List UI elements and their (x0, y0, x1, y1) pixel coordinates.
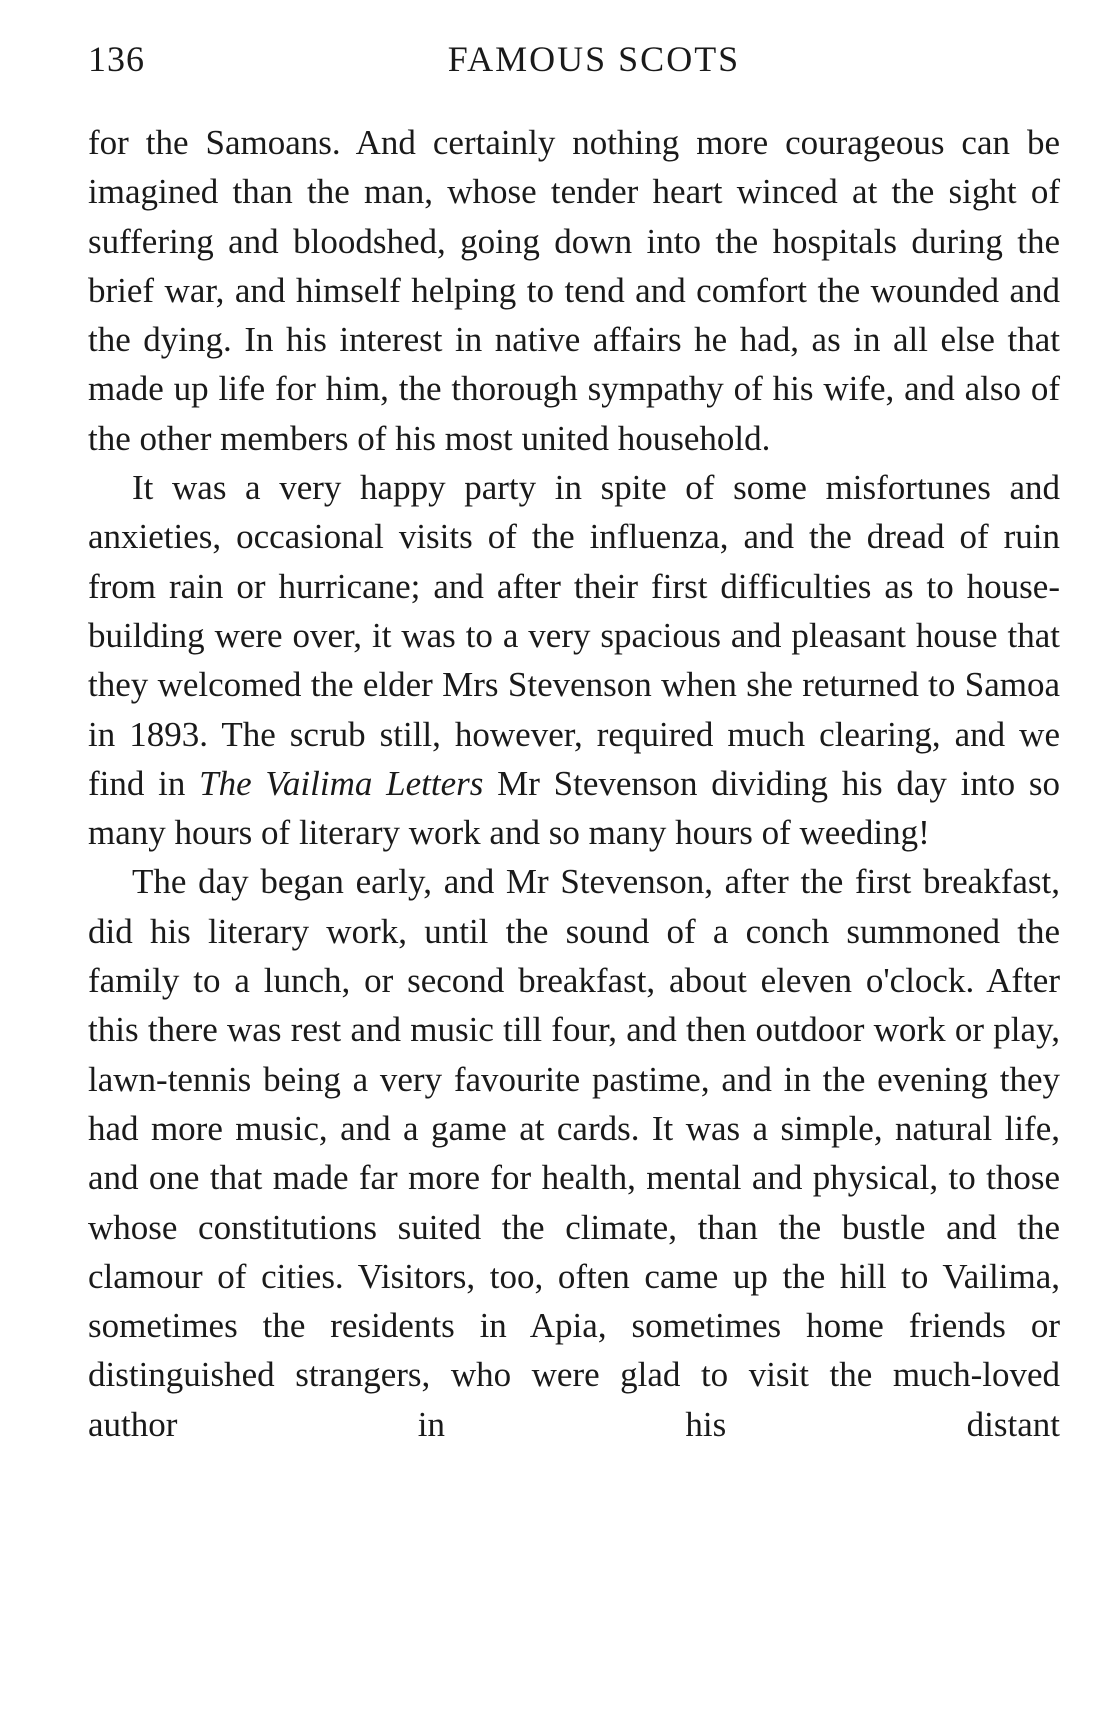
body-text (88, 118, 1060, 1449)
paragraph-1: for the Samoans. And certainly nothing more courageous can be imagined than the man, whose tender heart winced at the sight of suffering and bloodshed, going down into the hospitals during the brief war, and himself helping to tend and comfort the wounded and the dying. In his interest in native affairs he had, as in all else that made up life for him, the thorough sympathy of his wife, and also of the other members of his most united household. (88, 123, 1060, 458)
page-number: 136 (88, 39, 145, 79)
paragraph-3: The day began early, and Mr Stevenson, after the first breakfast, did his literary work, until the sound of a conch summoned the family to a lunch, or second breakfast, about eleven o'clock. After this there was rest and music till four, and then outdoor work or play, lawn-tennis being a very favourite pastime, and in the evening they had more music, and a game at cards. It was a simple, natural life, and one that made far more for health, mental and physical, to those whose constitutions suited the climate, than the bustle and the clamour of cities. Visitors, too, often came up the hill to Vailima, sometimes the residents in Apia, sometimes home friends or distinguished strangers, who were glad to visit the much-loved author in his distant (88, 862, 1060, 1444)
paragraph-2-text-after: Mr Stevenson dividing his day into so many hours of literary work and so many hours of weeding! (88, 763, 1060, 853)
paragraph-2-text-before: It was a very happy party in spite of some misfortunes and anxieties, occasional visits of the influenza, and the dread of ruin from rain or hurricane; and after their first difficulties as to house-building were over, it was to a very spacious and pleasant house that they welcomed the elder Mrs Stevenson when she returned to Samoa in 1893. The scrub still, however, required much clearing, and we find in (88, 468, 1060, 803)
running-title: FAMOUS SCOTS (447, 39, 741, 79)
running-head (88, 30, 1060, 86)
book-title-italic: The Vailima Letters (199, 763, 484, 803)
paragraph-2 (88, 463, 1060, 857)
